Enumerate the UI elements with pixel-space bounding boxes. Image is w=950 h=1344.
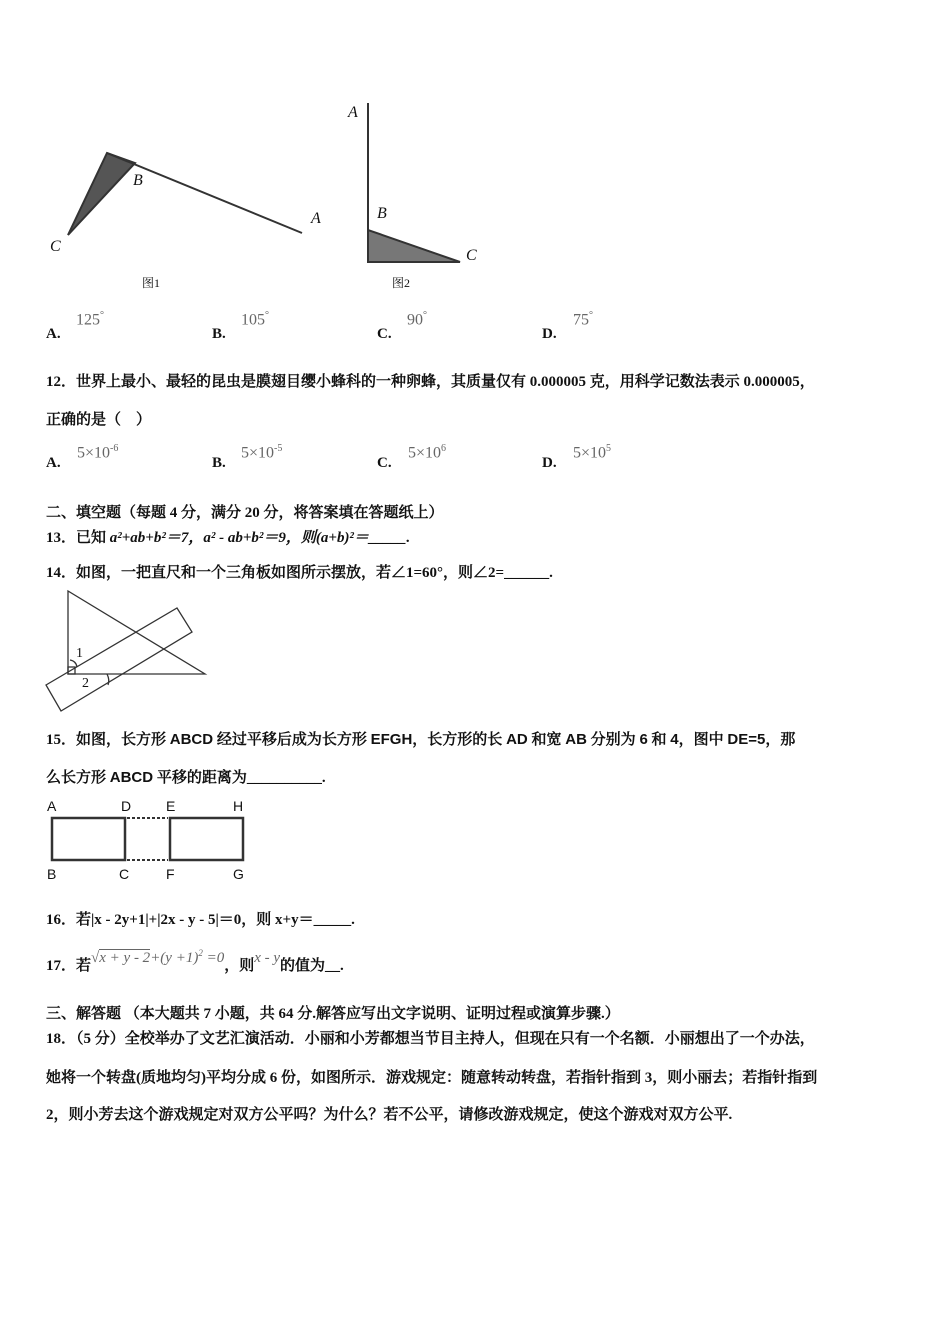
t: ，那 [765,732,796,748]
option-c-value [407,310,427,329]
t: 平移的距离为__________. [153,770,326,786]
q15-line1 [46,728,795,749]
value: 90 [407,311,423,329]
value: 5×10 [408,444,442,462]
fig1-label-b: B [133,172,143,189]
sup: -5 [274,443,283,454]
q18-line3: 2，则小芳去这个游戏规定对双方公平吗？为什么？若不公平，请修改游戏规定，使这个游戏对双方公平. [46,1107,733,1123]
value: 5×10 [77,444,111,462]
t: AD [506,731,528,748]
t: 17．若 [46,958,92,974]
fig2-label-b: B [377,205,387,222]
label-d: D [121,798,132,814]
figure-2 [368,103,460,262]
q13-prefix: 13．已知 [46,530,110,546]
fig1-caption: 图1 [142,276,161,290]
sup: ° [265,310,269,321]
q12-line1: 12．世界上最小、最轻的昆虫是膜翅目缨小蜂科的一种卵蜂，其质量仅有 0.000005 克，用科学记数法表示 0.000005， [46,374,815,390]
sup: -6 [110,443,119,454]
figure-15 [52,818,243,860]
label-g: G [233,866,244,882]
t: =0 [202,950,225,966]
q14: 14．如图，一把直尺和一个三角板如图所示摆放，若∠1=60°，则∠2=______. [46,565,553,581]
sup: 2 [198,948,203,958]
t: AB [565,731,587,748]
sup: ° [589,310,593,321]
sup: ° [423,310,427,321]
fig2-label-a: A [348,104,358,121]
fig1-label-a: A [311,210,321,227]
option-b-value [241,443,282,462]
q13 [46,526,410,547]
q17: 17．若$√x + y - 2+(y +1)^2 =0$，则x - y的值为__. [46,948,344,974]
option-a-value [76,310,104,329]
value: 5×10 [241,444,275,462]
fig2-caption: 图2 [392,276,411,290]
option-c: C. [377,455,392,471]
t: 的值为__. [280,958,344,974]
sup: 6 [441,443,447,454]
value: 5×10 [573,444,607,462]
angle-1-label: 1 [76,646,83,661]
q13-expr2: a² - ab+b²＝9，则(a+b)²＝_____. [203,530,411,546]
sup: ° [100,310,104,321]
t: 6 [639,731,648,748]
label-b: B [47,866,57,882]
t: EFGH [370,731,413,748]
figure-14 [46,591,205,711]
t: 15．如图，长方形 [46,732,170,748]
t: ，长方形的长 [412,732,507,748]
option-a: A. [46,455,61,471]
fig2-label-c: C [466,247,477,264]
q15-line2 [46,766,326,787]
option-b: B. [212,455,226,471]
value: 75 [573,311,589,329]
option-b-value [241,310,269,329]
section-3-heading: 三、解答题 （本大题共 7 小题，共 64 分.解答应写出文字说明、证明过程或演算步骤.） [46,1006,620,1022]
t: 么长方形 [46,770,110,786]
label-h: H [233,798,244,814]
option-a: A. [46,326,61,342]
figure-1 [68,153,302,235]
t: ，则 [224,958,255,974]
label-f: F [166,866,175,882]
t: DE=5 [727,731,766,748]
t: 和 [647,732,671,748]
value: 105 [241,311,265,329]
sup: 5 [606,443,612,454]
label-a: A [47,798,57,814]
option-d-value [573,310,593,329]
option-c-value [408,443,446,462]
option-d: D. [542,455,557,471]
option-c: C. [377,326,392,342]
option-a-value [77,443,118,462]
q16: 16．若|x - 2y+1|+|2x - y - 5|＝0，则 x+y＝_____. [46,912,355,928]
option-b: B. [212,326,226,342]
t: 分别为 [586,732,640,748]
q18-line1: 18．（5 分）全校举办了文艺汇演活动．小丽和小芳都想当节目主持人，但现在只有一个名额．小丽想出了一个办法， [46,1031,815,1047]
t: 经过平移后成为长方形 [213,732,371,748]
q13-expr1: a²+ab+b²＝7， [109,530,204,546]
q18-line2: 她将一个转盘(质地均匀)平均分成 6 份，如图所示．游戏规定：随意转动转盘，若指针指到 3，则小丽去；若指针指到 [46,1070,818,1086]
t: 和宽 [527,732,566,748]
t: 4 [670,731,679,748]
xy: x - y [254,950,281,966]
q12-line2: 正确的是（ ） [46,412,152,428]
t: ABCD [109,769,154,786]
label-c: C [119,866,130,882]
angle-2-label: 2 [82,676,89,691]
radicand: x + y - 2 [99,950,151,966]
t: ，图中 [678,732,728,748]
value: 125 [76,311,100,329]
option-d: D. [542,326,557,342]
t: ABCD [169,731,214,748]
fig1-label-c: C [50,238,61,255]
label-e: E [166,798,176,814]
t: +(y +1) [150,950,199,966]
option-d-value [573,443,611,462]
section-2-heading: 二、填空题（每题 4 分，满分 20 分，将答案填在答题纸上） [46,505,444,521]
